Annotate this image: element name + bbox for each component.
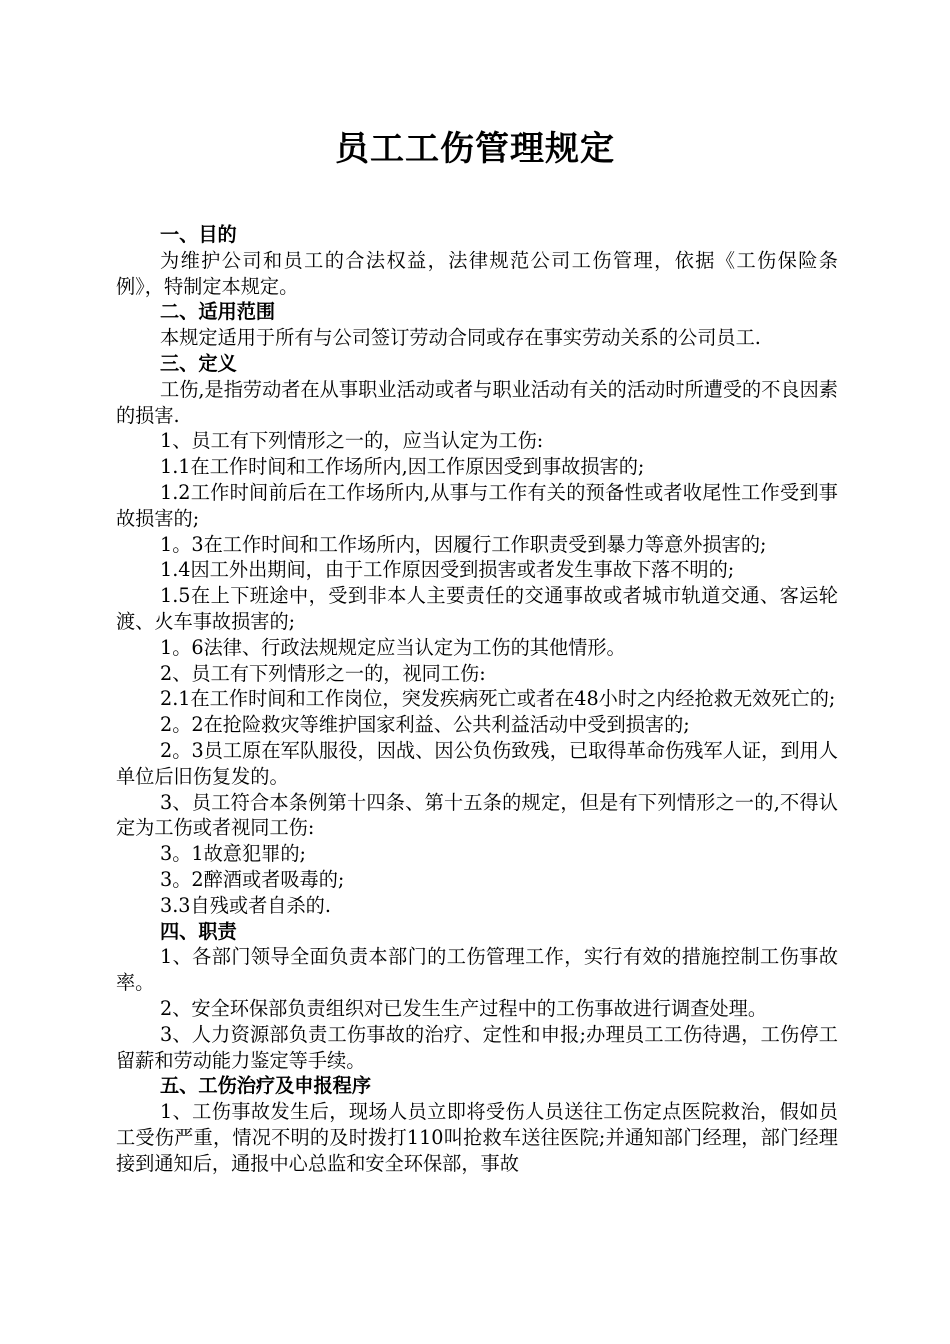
paragraph: 1。6法律、行政法规规定应当认定为工伤的其他情形。 <box>160 635 626 659</box>
paragraph: 3、人力资源部负责工伤事故的治疗、定性和申报;办理员工工伤待遇，工伤停工留薪和劳动能力鉴定等手续。 <box>116 1022 838 1072</box>
section-heading: 三、定义 <box>160 351 237 375</box>
paragraph: 1.2工作时间前后在工作场所内,从事与工作有关的预备性或者收尾性工作受到事故损害的; <box>116 480 838 530</box>
paragraph: 1.1在工作时间和工作场所内,因工作原因受到事故损害的; <box>160 455 645 479</box>
paragraph: 2、员工有下列情形之一的，视同工伤: <box>160 661 486 685</box>
paragraph: 3.3自残或者自杀的. <box>160 893 331 917</box>
paragraph: 2.1在工作时间和工作岗位，突发疾病死亡或者在48小时之内经抢救无效死亡的; <box>160 687 836 711</box>
paragraph: 1.5在上下班途中，受到非本人主要责任的交通事故或者城市轨道交通、客运轮渡、火车事故损害的; <box>116 584 838 633</box>
paragraph: 1、工伤事故发生后，现场人员立即将受伤人员送往工伤定点医院救治，假如员工受伤严重，情况不明的及时拨打110叫抢救车送往医院;并通知部门经理，部门经理接到通知后，通报中心总监和安全环保部，事故 <box>116 1100 838 1175</box>
paragraph: 2。2在抢险救灾等维护国家利益、公共利益活动中受到损害的; <box>160 713 690 737</box>
section-heading: 一、目的 <box>160 223 237 246</box>
paragraph: 3。1故意犯罪的; <box>160 842 307 866</box>
paragraph: 3。2醉酒或者吸毒的; <box>160 867 345 891</box>
paragraph: 本规定适用于所有与公司签订劳动合同或存在事实劳动关系的公司员工. <box>160 326 761 350</box>
paragraph: 1、各部门领导全面负责本部门的工伤管理工作，实行有效的措施控制工伤事故率。 <box>116 945 838 995</box>
paragraph: 1、员工有下列情形之一的，应当认定为工伤: <box>160 429 544 453</box>
section-heading: 四、职责 <box>160 919 237 943</box>
paragraph: 1。3在工作时间和工作场所内，因履行工作职责受到暴力等意外损害的; <box>160 532 767 556</box>
document-title: 员工工伤管理规定 <box>335 129 615 169</box>
paragraph: 为维护公司和员工的合法权益，法律规范公司工伤管理，依据《工伤保险条例》，特制定本规定。 <box>116 248 838 298</box>
paragraph: 3、员工符合本条例第十四条、第十五条的规定，但是有下列情形之一的,不得认定为工伤或者视同工伤: <box>116 790 838 840</box>
paragraph: 工伤,是指劳动者在从事职业活动或者与职业活动有关的活动时所遭受的不良因素的损害. <box>116 377 838 427</box>
paragraph: 1.4因工外出期间，由于工作原因受到损害或者发生事故下落不明的; <box>160 558 735 582</box>
section-heading: 五、工伤治疗及申报程序 <box>160 1074 372 1098</box>
section-heading: 二、适用范围 <box>160 300 276 324</box>
paragraph: 2。3员工原在军队服役，因战、因公负伤致残，已取得革命伤残军人证，到用人单位后旧伤复发的。 <box>116 738 838 788</box>
document-body <box>116 222 838 1176</box>
paragraph: 2、安全环保部负责组织对已发生生产过程中的工伤事故进行调查处理。 <box>160 996 768 1020</box>
